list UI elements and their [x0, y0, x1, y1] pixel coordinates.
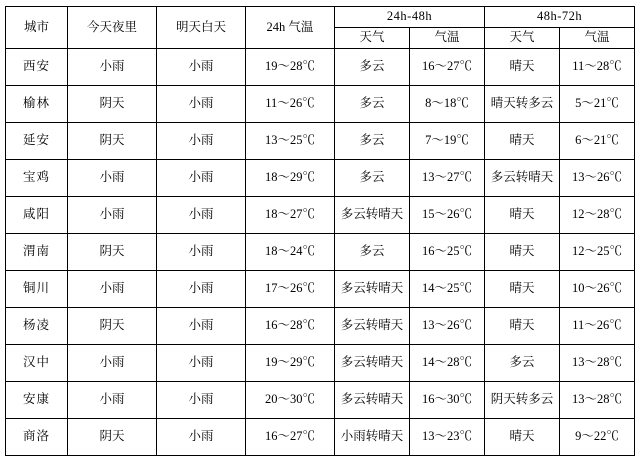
cell-tonight: 小雨: [68, 160, 157, 197]
cell-temp-24h: 19～29℃: [246, 345, 335, 382]
cell-tomorrow-day: 小雨: [157, 345, 246, 382]
table-row: [6, 160, 635, 197]
cell-temp-48-72: 12～28℃: [560, 197, 635, 234]
cell-temp-48-72: 13～26℃: [560, 160, 635, 197]
cell-weather-48-72: 多云: [485, 345, 560, 382]
cell-weather-24-48: 多云转晴天: [335, 271, 410, 308]
cell-weather-48-72: 晴天: [485, 197, 560, 234]
cell-temp-48-72: 13～28℃: [560, 345, 635, 382]
cell-tonight: 小雨: [68, 197, 157, 234]
cell-weather-24-48: 小雨转晴天: [335, 419, 410, 456]
cell-tonight: 小雨: [68, 49, 157, 86]
cell-weather-24-48: 多云: [335, 86, 410, 123]
cell-city: 杨凌: [6, 308, 68, 345]
table-body: [6, 49, 635, 456]
cell-city: 榆林: [6, 86, 68, 123]
cell-weather-48-72: 晴天: [485, 49, 560, 86]
cell-tomorrow-day: 小雨: [157, 49, 246, 86]
header-temp-24h: 24h 气温: [246, 7, 335, 49]
cell-weather-48-72: 多云转晴天: [485, 160, 560, 197]
cell-tomorrow-day: 小雨: [157, 123, 246, 160]
cell-city: 渭南: [6, 234, 68, 271]
cell-temp-24h: 18～27℃: [246, 197, 335, 234]
table-header: [6, 7, 635, 49]
table-row: [6, 419, 635, 456]
cell-weather-24-48: 多云转晴天: [335, 308, 410, 345]
cell-weather-48-72: 晴天: [485, 271, 560, 308]
cell-temp-24-48: 15～26℃: [410, 197, 485, 234]
cell-temp-48-72: 13～28℃: [560, 382, 635, 419]
header-group-48-72: 48h-72h: [485, 7, 635, 28]
cell-tomorrow-day: 小雨: [157, 308, 246, 345]
header-temp-48-72: 气温: [560, 28, 635, 49]
cell-city: 宝鸡: [6, 160, 68, 197]
header-tomorrow-day: 明天白天: [157, 7, 246, 49]
cell-temp-24h: 18～24℃: [246, 234, 335, 271]
cell-tonight: 阴天: [68, 234, 157, 271]
cell-weather-24-48: 多云: [335, 160, 410, 197]
cell-temp-24-48: 13～27℃: [410, 160, 485, 197]
cell-tomorrow-day: 小雨: [157, 86, 246, 123]
cell-temp-48-72: 11～26℃: [560, 308, 635, 345]
cell-weather-24-48: 多云: [335, 49, 410, 86]
cell-tomorrow-day: 小雨: [157, 234, 246, 271]
cell-temp-24h: 20～30℃: [246, 382, 335, 419]
cell-temp-24-48: 13～23℃: [410, 419, 485, 456]
cell-temp-48-72: 6～21℃: [560, 123, 635, 160]
cell-tomorrow-day: 小雨: [157, 197, 246, 234]
cell-weather-24-48: 多云转晴天: [335, 345, 410, 382]
cell-temp-24h: 13～25℃: [246, 123, 335, 160]
cell-temp-48-72: 5～21℃: [560, 86, 635, 123]
table-row: [6, 308, 635, 345]
table-row: [6, 271, 635, 308]
cell-temp-48-72: 11～28℃: [560, 49, 635, 86]
header-group-24-48: 24h-48h: [335, 7, 485, 28]
cell-temp-24-48: 14～28℃: [410, 345, 485, 382]
cell-weather-48-72: 晴天: [485, 123, 560, 160]
header-temp-24-48: 气温: [410, 28, 485, 49]
cell-tonight: 阴天: [68, 419, 157, 456]
cell-tomorrow-day: 小雨: [157, 382, 246, 419]
cell-city: 咸阳: [6, 197, 68, 234]
cell-city: 西安: [6, 49, 68, 86]
table-row: [6, 382, 635, 419]
cell-weather-48-72: 晴天: [485, 308, 560, 345]
cell-tomorrow-day: 小雨: [157, 419, 246, 456]
header-weather-48-72: 天气: [485, 28, 560, 49]
cell-temp-24-48: 8～18℃: [410, 86, 485, 123]
cell-city: 商洛: [6, 419, 68, 456]
table-row: [6, 197, 635, 234]
header-row-primary: [6, 7, 635, 28]
table-row: [6, 345, 635, 382]
cell-temp-24-48: 16～25℃: [410, 234, 485, 271]
cell-city: 铜川: [6, 271, 68, 308]
cell-temp-24-48: 14～25℃: [410, 271, 485, 308]
cell-temp-24-48: 7～19℃: [410, 123, 485, 160]
cell-city: 安康: [6, 382, 68, 419]
header-tonight: 今天夜里: [68, 7, 157, 49]
cell-weather-24-48: 多云: [335, 123, 410, 160]
cell-weather-48-72: 阴天转多云: [485, 382, 560, 419]
cell-temp-24h: 11～26℃: [246, 86, 335, 123]
cell-temp-24-48: 13～26℃: [410, 308, 485, 345]
cell-weather-48-72: 晴天转多云: [485, 86, 560, 123]
cell-tomorrow-day: 小雨: [157, 160, 246, 197]
cell-weather-48-72: 晴天: [485, 234, 560, 271]
cell-tomorrow-day: 小雨: [157, 271, 246, 308]
header-weather-24-48: 天气: [335, 28, 410, 49]
cell-tonight: 阴天: [68, 86, 157, 123]
cell-temp-24h: 16～27℃: [246, 419, 335, 456]
table-row: [6, 86, 635, 123]
cell-city: 延安: [6, 123, 68, 160]
cell-temp-48-72: 10～26℃: [560, 271, 635, 308]
cell-tonight: 阴天: [68, 308, 157, 345]
cell-weather-24-48: 多云: [335, 234, 410, 271]
weather-forecast-table: [5, 6, 635, 456]
cell-weather-24-48: 多云转晴天: [335, 197, 410, 234]
cell-temp-48-72: 9～22℃: [560, 419, 635, 456]
cell-tonight: 阴天: [68, 123, 157, 160]
header-city: 城市: [6, 7, 68, 49]
cell-weather-48-72: 晴天: [485, 419, 560, 456]
table-row: [6, 49, 635, 86]
cell-temp-24h: 18～29℃: [246, 160, 335, 197]
cell-temp-24h: 17～26℃: [246, 271, 335, 308]
cell-tonight: 小雨: [68, 382, 157, 419]
cell-temp-24-48: 16～30℃: [410, 382, 485, 419]
cell-temp-24h: 19～28℃: [246, 49, 335, 86]
cell-tonight: 小雨: [68, 271, 157, 308]
table-row: [6, 123, 635, 160]
cell-temp-24h: 16～28℃: [246, 308, 335, 345]
cell-temp-48-72: 12～25℃: [560, 234, 635, 271]
cell-tonight: 小雨: [68, 345, 157, 382]
cell-city: 汉中: [6, 345, 68, 382]
table-row: [6, 234, 635, 271]
cell-temp-24-48: 16～27℃: [410, 49, 485, 86]
cell-weather-24-48: 多云转晴天: [335, 382, 410, 419]
